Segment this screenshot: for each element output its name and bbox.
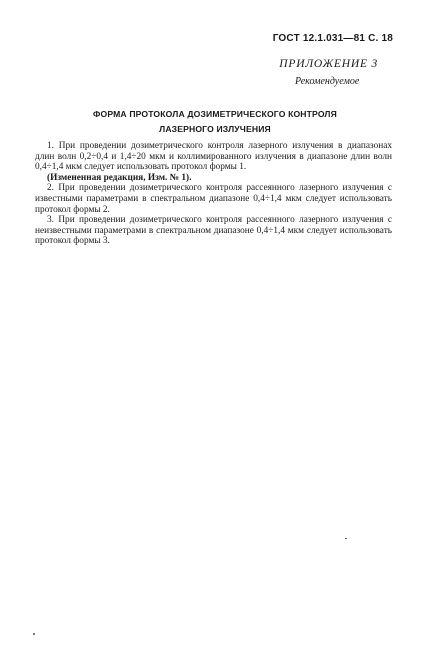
paragraph-3: 3. При проведении дозиметрического контроля рассеянного лазерного излучения с неизвестными параметрами в спектральном диапазоне 0,4÷1,4 мкм следует использовать протокол формы 3. xyxy=(35,215,392,247)
amendment-note: (Измененная редакция, Изм. № 1). xyxy=(47,172,192,183)
scan-speck xyxy=(345,538,347,539)
document-body xyxy=(35,141,392,247)
appendix-label: ПРИЛОЖЕНИЕ 3 xyxy=(279,58,378,70)
title-line-1: ФОРМА ПРОТОКОЛА ДОЗИМЕТРИЧЕСКОГО КОНТРОЛЯ xyxy=(93,109,337,119)
document-title xyxy=(40,107,390,137)
scan-speck xyxy=(33,633,35,635)
paragraph-2: 2. При проведении дозиметрического контроля рассеянного лазерного излучения с известными параметрами в спектральном диапазоне 0,4÷1,4 мкм следует использовать протокол формы 2. xyxy=(35,183,392,215)
title-line-2: ЛАЗЕРНОГО ИЗЛУЧЕНИЯ xyxy=(159,124,271,134)
paragraph-1: 1. При проведении дозиметрического контроля лазерного излучения в диапазонах длин волн 0,2÷0,4 и 1,4÷20 мкм и коллимированного излучения в диапазоне длин волн 0,4÷1,4 мкм следует использовать протокол формы 1. xyxy=(35,141,392,173)
appendix-status: Рекомендуемое xyxy=(295,76,360,87)
page-header-standard-ref: ГОСТ 12.1.031—81 С. 18 xyxy=(272,33,393,44)
